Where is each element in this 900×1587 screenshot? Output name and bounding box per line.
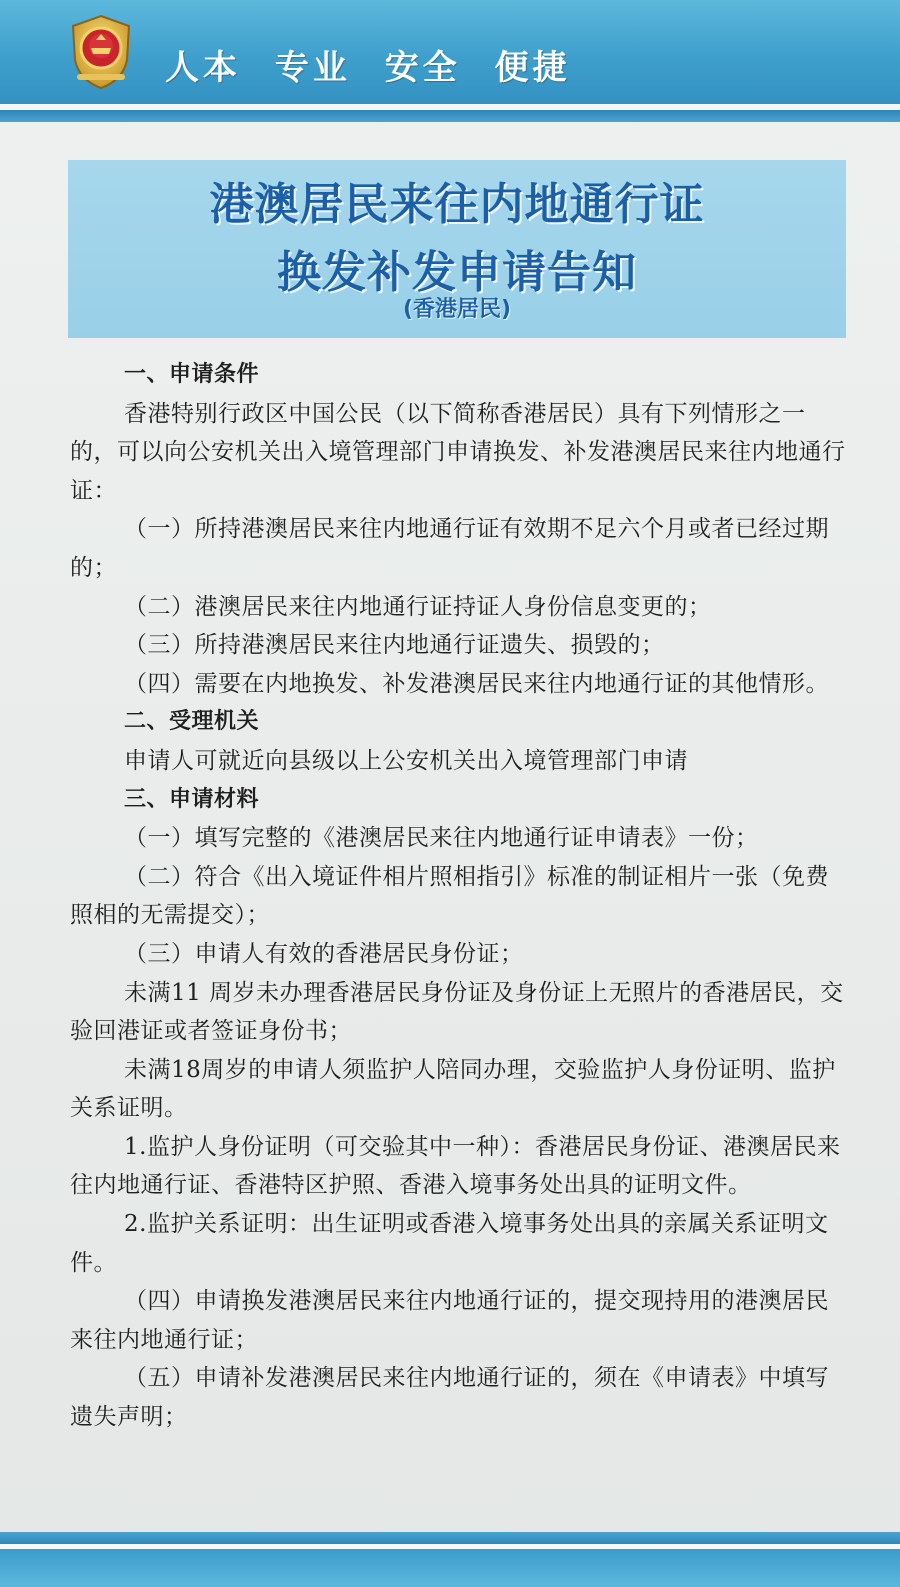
sub-item: 2.监护关系证明：出生证明或香港入境事务处出具的亲属关系证明文件。 bbox=[70, 1211, 829, 1276]
list-item: （四）需要在内地换发、补发港澳居民来往内地通行证的其他情形。 bbox=[124, 670, 829, 697]
list-item: （三）申请人有效的香港居民身份证； bbox=[124, 940, 524, 967]
title-line-1: 港澳居民来往内地通行证 bbox=[209, 179, 705, 230]
footer-band bbox=[0, 1549, 900, 1587]
slogan-word: 便捷 bbox=[494, 48, 571, 88]
sub-item: 1.监护人身份证明（可交验其中一种）：香港居民身份证、港澳居民来往内地通行证、香港特区护照、香港入境事务处出具的证明文件。 bbox=[70, 1133, 841, 1199]
list-item: （一）所持港澳居民来往内地通行证有效期不足六个月或者已经过期的； bbox=[70, 516, 829, 581]
slogan-word: 专业 bbox=[274, 48, 351, 88]
paragraph: 香港特别行政区中国公民（以下简称香港居民）具有下列情形之一的，可以向公安机关出入境管理部门申请换发、补发港澳居民来往内地通行证： bbox=[70, 400, 846, 504]
section-heading: 三、申请材料 bbox=[124, 786, 260, 812]
list-item: （二）港澳居民来往内地通行证持证人身份信息变更的； bbox=[124, 593, 712, 620]
paragraph: 申请人可就近向县级以上公安机关出入境管理部门申请 bbox=[124, 747, 688, 774]
list-item: （五）申请补发港澳居民来往内地通行证的，须在《申请表》中填写遗失声明； bbox=[70, 1365, 829, 1431]
slogan-word: 安全 bbox=[384, 48, 461, 88]
header-band bbox=[0, 0, 900, 104]
section-heading: 一、申请条件 bbox=[124, 362, 260, 387]
paragraph: 未满11 周岁未办理香港居民身份证及身份证上无照片的香港居民，交验回港证或者签证身份书； bbox=[70, 979, 844, 1045]
header-divider-blue bbox=[0, 110, 900, 122]
police-emblem-icon bbox=[63, 12, 139, 92]
footer-divider-blue bbox=[0, 1532, 900, 1544]
title-line-2: 换发补发申请告知 bbox=[277, 247, 637, 298]
title-subtitle: (香港居民) bbox=[402, 297, 512, 322]
list-item: （三）所持港澳居民来往内地通行证遗失、损毁的； bbox=[124, 632, 665, 659]
notice-body bbox=[70, 356, 850, 1437]
list-item: （四）申请换发港澳居民来往内地通行证的，提交现持用的港澳居民来往内地通行证； bbox=[70, 1288, 829, 1353]
section-heading: 二、受理机关 bbox=[124, 709, 260, 735]
slogan bbox=[165, 40, 589, 90]
slogan-word: 人本 bbox=[165, 48, 241, 88]
list-item: （二）符合《出入境证件相片照相指引》标准的制证相片一张（免费照相的无需提交）； bbox=[70, 863, 829, 929]
paragraph: 未满18周岁的申请人须监护人陪同办理，交验监护人身份证明、监护关系证明。 bbox=[70, 1056, 836, 1122]
list-item: （一）填写完整的《港澳居民来往内地通行证申请表》一份； bbox=[124, 825, 759, 852]
